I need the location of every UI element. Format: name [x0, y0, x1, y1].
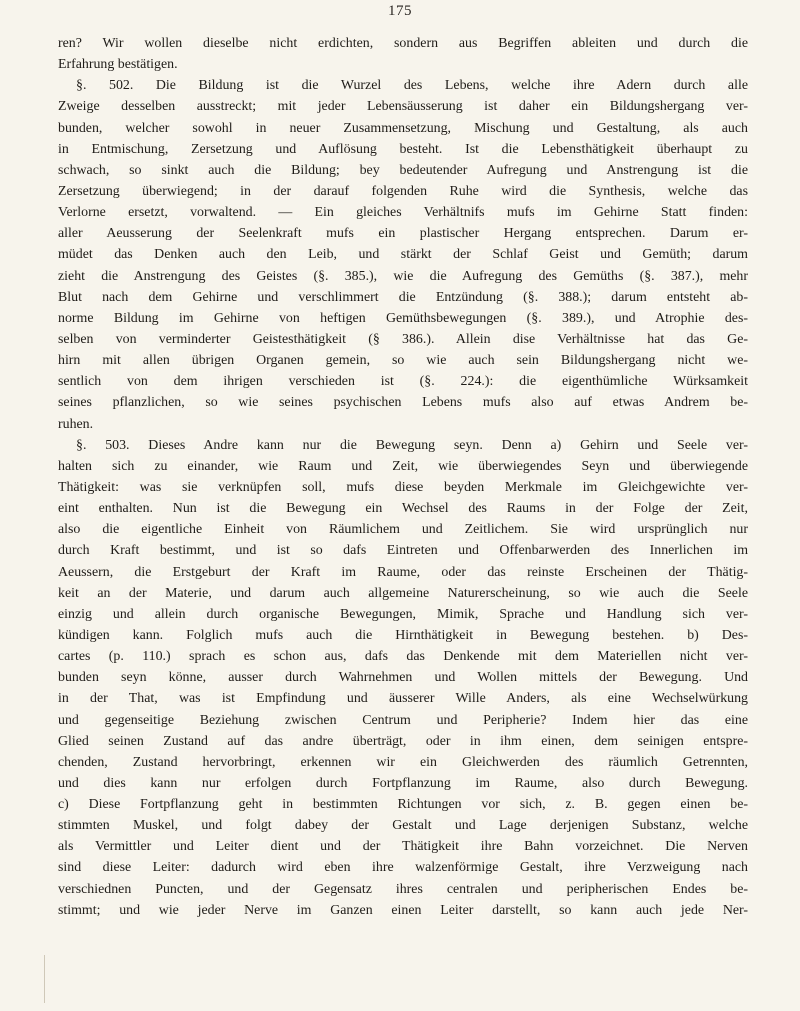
text-line: also die eigentliche Einheit von Räumlichem und Zeitlichem. Sie wird ursprünglich nur [58, 522, 748, 538]
text-line: Blut nach dem Gehirne und verschlimmert die Entzündung (§. 388.); darum entsteht ab- [58, 289, 748, 305]
text-line: in der That, was ist Empfindung und äusserer Wille Anders, als eine Wechselwürkung [58, 691, 748, 707]
text-line: ren? Wir wollen dieselbe nicht erdichten, sondern aus Begriffen ableiten und durch die [58, 36, 748, 51]
text-line: selben von verminderter Geistesthätigkeit (§ 386.). Allein dise Verhältnisse hat das Ge- [58, 331, 748, 347]
text-line: keit an der Materie, und darum auch allgemeine Naturerscheinung, so wie auch die Seele [58, 585, 748, 601]
text-line: und dies kann nur erfolgen durch Fortpflanzung im Raume, also durch Bewegung. [58, 775, 748, 791]
text-line: seines pflanzlichen, so wie seines psychischen Lebens mufs also auf etwas Andrem be- [58, 395, 748, 411]
text-line: sind diese Leiter: dadurch wird eben ihre walzenförmige Gestalt, ihre Verzweigung nach [58, 860, 748, 876]
text-line: halten sich zu einander, wie Raum und Zeit, wie überwiegendes Seyn und überwiegende [58, 458, 748, 474]
text-line: schwach, so sinkt auch die Bildung; bey bedeutender Aufregung und Anstrengung ist die [58, 162, 748, 178]
body-text [58, 33, 748, 921]
text-line: Thätigkeit: was sie verknüpfen soll, mufs diese beyden Merkmale im Gleichgewichte ver- [58, 479, 748, 495]
text-line: Zweige desselben ausstreckt; mit jeder Lebensäusserung ist daher ein Bildungshergang ver- [58, 99, 748, 115]
text-line: Erfahrung bestätigen. [58, 57, 178, 73]
text-line: und gegenseitige Beziehung zwischen Centrum und Peripherie? Indem hier das eine [58, 712, 748, 728]
text-line: Zersetzung überwiegend; in der darauf folgenden Ruhe wird die Synthesis, welche das [58, 183, 748, 199]
text-line: eint enthalten. Nun ist die Bewegung ein Wechsel des Raums in der Folge der Zeit, [58, 501, 748, 517]
text-line: kündigen kann. Folglich mufs auch die Hirnthätigkeit in Bewegung bestehen. b) Des- [58, 627, 748, 643]
text-line: in Entmischung, Zersetzung und Auflösung besteht. Ist die Lebensthätigkeit überhaupt zu [58, 141, 748, 157]
text-line: bunden, welcher sowohl in neuer Zusammensetzung, Mischung und Gestaltung, als auch [58, 120, 748, 136]
text-line: chenden, Zustand hervorbringt, erkennen wir ein Gleichwerden des räumlich Getrennten, [58, 754, 748, 770]
text-line: sentlich von dem ihrigen verschieden ist (§. 224.): die eigenthümliche Würksamkeit [58, 374, 748, 390]
text-line: durch Kraft bestimmt, und ist so dafs Eintreten und Offenbarwerden des Innerlichen im [58, 543, 748, 559]
text-line: cartes (p. 110.) sprach es schon aus, dafs das Denkende mit dem Materiellen nicht ver- [58, 649, 748, 665]
text-line: ruhen. [58, 416, 94, 432]
page-number: 175 [388, 3, 412, 19]
text-line: Aeussern, die Erstgeburt der Kraft im Raume, oder das reinste Erscheinen der Thätig- [58, 564, 748, 580]
text-line: verschiednen Puncten, und der Gegensatz ihres centralen und peripherischen Endes be- [58, 881, 748, 897]
text-line: als Vermittler und Leiter dient und der Thätigkeit ihre Bahn vorzeichnet. Die Nerven [58, 839, 748, 855]
text-line: norme Bildung im Gehirne von heftigen Gemüthsbewegungen (§. 389.), und Atrophie des- [58, 310, 748, 326]
margin-mark [44, 955, 45, 1003]
text-line: Verlorne ersetzt, vorwaltend. — Ein gleiches Verhältnifs mufs im Gehirne Statt finden: [58, 205, 748, 221]
text-line: c) Diese Fortpflanzung geht in bestimmten Richtungen vor sich, z. B. gegen einen be- [58, 797, 748, 813]
text-line: einzig und allein durch organische Bewegungen, Mimik, Sprache und Handlung sich ver- [58, 606, 748, 622]
text-line: aller Aeusserung der Seelenkraft mufs ein plastischer Hergang entsprechen. Darum er- [58, 226, 748, 242]
text-line: bunden seyn könne, ausser durch Wahrnehmen und Wollen mittels der Bewegung. Und [58, 670, 748, 686]
text-line: Glied seinen Zustand auf das andre überträgt, oder in ihm einen, dem seinigen entspre- [58, 733, 748, 749]
text-line: stimmt; und wie jeder Nerve im Ganzen einen Leiter darstellt, so kann auch jede Ner- [58, 902, 748, 918]
text-line: stimmten Muskel, und folgt dabey der Gestalt und Lage derjenigen Substanz, welche [58, 818, 748, 834]
section-heading-line: §. 502. Die Bildung ist die Wurzel des Lebens, welche ihre Adern durch alle [76, 78, 748, 94]
section-heading-line: §. 503. Dieses Andre kann nur die Bewegung seyn. Denn a) Gehirn und Seele ver- [76, 437, 748, 453]
text-line: hirn mit allen übrigen Organen gemein, so wie auch sein Bildungshergang nicht we- [58, 353, 748, 369]
text-line: müdet das Denken auch den Leib, und stärkt der Schlaf Geist und Gemüth; darum [58, 247, 748, 263]
text-line: zieht die Anstrengung des Geistes (§. 385.), wie die Aufregung des Gemüths (§. 387.), mehr [58, 268, 748, 284]
